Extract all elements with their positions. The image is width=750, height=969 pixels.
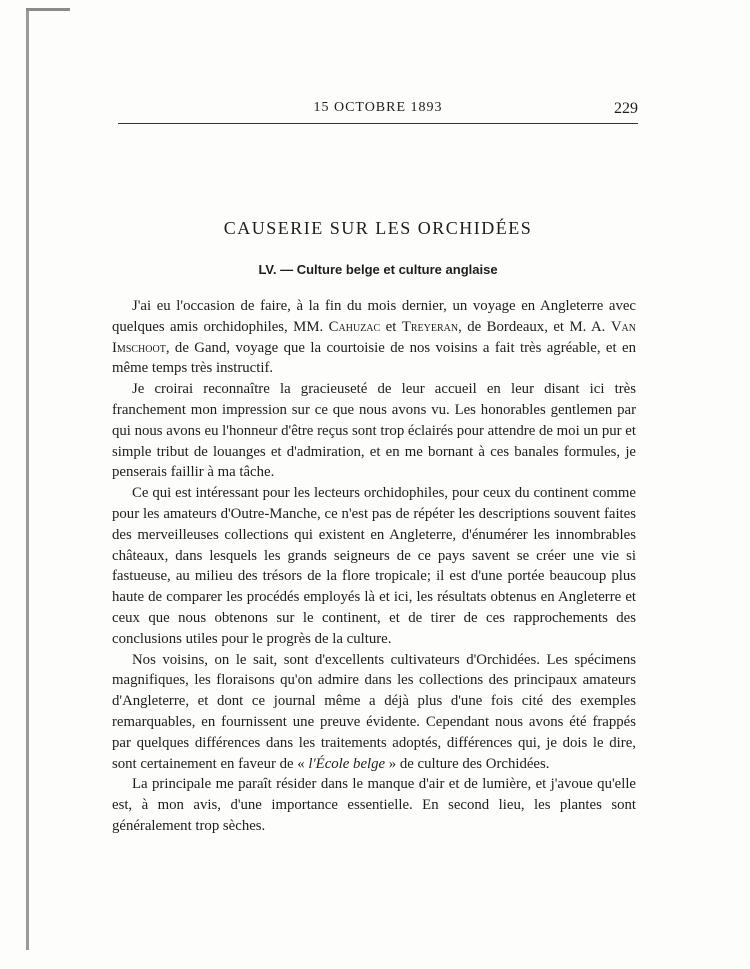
paragraph-3: Ce qui est intéressant pour les lecteurs orchidophiles, pour ceux du continent comme pour les amateurs d'Outre-Manche, ce n'est pas de répéter les descriptions souvent faites des merveilleuses collections qui existent en Angleterre, d'énumérer les innombrables châteaux, dans lesquels les grands seigneurs de ce pays savent se créer une vie si fastueuse, au milieu des trésors de la flore tropicale; il est d'une portée beaucoup plus haute de comparer les procédés employés là et ici, les résultats obtenus en Angleterre et ceux que nous obtenons sur le continent, et de tirer de ces rapprochements des conclusions utiles pour le progrès de la culture. — [112, 485, 636, 647]
page-header — [118, 96, 638, 124]
scan-edge-left — [26, 10, 29, 950]
scan-edge-top — [26, 8, 70, 11]
article-body — [112, 296, 636, 837]
header-rule — [118, 123, 638, 124]
paragraph-1-text-a: J'ai eu l'occasion de faire, à la fin du mois dernier, un voyage en Angleterre avec quelques amis orchidophiles, MM. — [112, 298, 636, 335]
paragraph-1-text-d: , de Gand, voyage que la courtoisie de nos voisins a fait très agréable, et en même temps très instructif. — [112, 339, 636, 377]
article-title: CAUSERIE SUR LES ORCHIDÉES — [223, 218, 533, 238]
page-number: 229 — [614, 100, 638, 117]
paragraph-4-text-a: Nos voisins, on le sait, sont d'excellents cultivateurs d'Orchidées. Les spécimens magnifiques, les floraisons qu'on admire dans les collections des principaux amateurs d'Angleterre, et dont ce journal même a déjà plus d'une fois cité des exemples remarquables, en fournissent une preuve évidente. Cependant nous avons été frappés par quelques différences dans les traitements adoptés, différences qui, je dois le dire, sont certainement en faveur de « — [112, 651, 636, 772]
article-subtitle: LV. — Culture belge et culture anglaise — [258, 262, 498, 277]
paragraph-1 — [112, 296, 636, 379]
paragraph-4 — [112, 650, 636, 775]
paragraph-1-text-c: , de Bordeaux, et M. A. — [458, 318, 611, 335]
paragraph-2: Je croirai reconnaître la gracieuseté de leur accueil en leur disant ici très franchement mon impression sur ce que nous avons vu. Les honorables gentlemen par qui nous avons eu l'honneur d'être reçus sont trop éclairés pour attendre de moi un pur et simple tribut de louanges et d'admiration, et en me bornant à ces banales formules, je penserais faillir à ma tâche. — [112, 381, 636, 481]
paragraph-1-text-b: et — [380, 318, 402, 335]
person-name-cahuzac: Cahuzac — [328, 318, 381, 335]
header-date: 15 OCTOBRE 1893 — [313, 100, 443, 115]
paragraph-5: La principale me paraît résider dans le manque d'air et de lumière, et j'avoue qu'elle est, à mon avis, d'une importance essentielle. En second lieu, les plantes sont généralement trop sèches. — [112, 776, 636, 834]
person-name-treyeran: Treyeran — [401, 318, 459, 335]
person-name-van-imschoot: Van Imschoot — [112, 318, 636, 356]
paragraph-4-text-b: » de culture des Orchidées. — [385, 755, 550, 772]
paragraph-4-emphasis: l'École belge — [308, 755, 386, 772]
